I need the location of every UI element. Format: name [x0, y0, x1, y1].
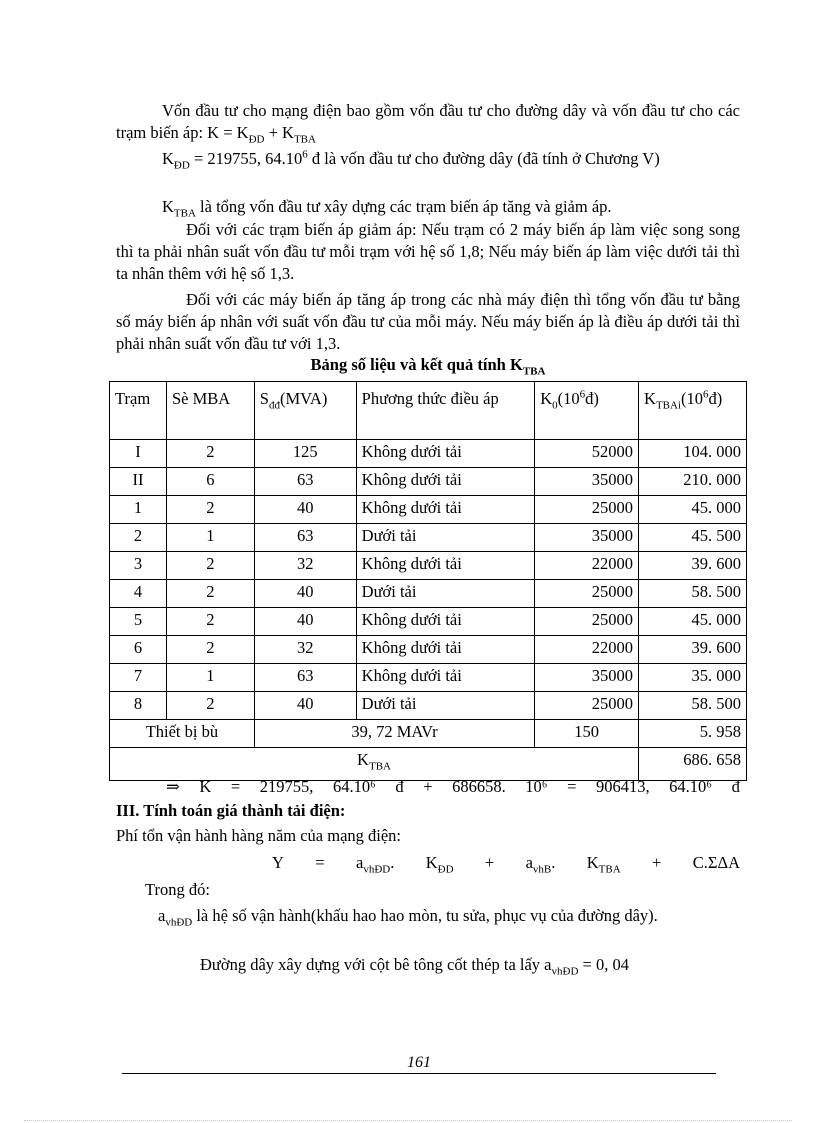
- subscript: ĐD: [248, 133, 265, 146]
- text: đ là vốn đầu tư cho đường dây (đã tính ở Chương V): [307, 149, 660, 168]
- data-table: [109, 381, 747, 781]
- formula-term: [356, 852, 394, 874]
- cell-regulation-method: Không dưới tải: [356, 496, 535, 524]
- where-label: Trong đó:: [145, 880, 210, 899]
- cell-regulation-method: Không dưới tải: [356, 468, 535, 496]
- equation-term: đ: [731, 777, 740, 796]
- cell-regulation-method: Không dưới tải: [356, 664, 535, 692]
- cell-transformer-count: 6: [166, 468, 254, 496]
- cell-rated-power: 40: [254, 580, 356, 608]
- table-header-row: [110, 382, 747, 440]
- subscript: TBA: [173, 207, 196, 220]
- subscript: TBA: [293, 133, 316, 146]
- text: a: [525, 853, 533, 872]
- formula-term: [526, 852, 556, 874]
- cell-regulation-method: Không dưới tải: [356, 636, 535, 664]
- text: K: [425, 853, 438, 872]
- cell-ktbai: 35. 000: [639, 664, 747, 692]
- cell-k0: 22000: [535, 552, 639, 580]
- formula-term: [426, 852, 454, 874]
- table-row: [110, 692, 747, 720]
- formula-term: =: [315, 853, 325, 872]
- cell-station: 5: [110, 608, 167, 636]
- cell-rated-power: 125: [254, 440, 356, 468]
- cell-ktbai: 45. 000: [639, 496, 747, 524]
- text: S: [259, 389, 269, 408]
- table-row: [110, 552, 747, 580]
- text: (MVA): [279, 389, 328, 408]
- cell-ktbai: 58. 500: [639, 580, 747, 608]
- formula-term: [587, 852, 621, 874]
- table-row: [110, 440, 747, 468]
- cell-rated-power: 40: [254, 692, 356, 720]
- definition-paragraph: [116, 905, 740, 927]
- text: a: [355, 853, 364, 872]
- cell-transformer-count: 1: [166, 524, 254, 552]
- cell-k0: 25000: [535, 496, 639, 524]
- result-equation: [166, 776, 740, 798]
- cell-station: 4: [110, 580, 167, 608]
- text: (10: [681, 389, 704, 408]
- paragraph-step-up: Đối với các máy biến áp tăng áp trong các nhà máy điện thì tổng vốn đầu tư bằng số máy biến áp nhân với suất vốn đầu tư của mỗi máy. Nếu máy biến áp là điều áp dưới tải thì phải nhân suất vốn đầu tư với 1,3.: [116, 290, 740, 353]
- subscript: vhB: [532, 863, 552, 876]
- cell-station: 3: [110, 552, 167, 580]
- cell-ktbai: 58. 500: [639, 692, 747, 720]
- cell-station: 6: [110, 636, 167, 664]
- paragraph-ktba: [116, 196, 740, 218]
- paragraph-kdd: [116, 148, 740, 170]
- table-body: [110, 440, 747, 720]
- cell-station: II: [110, 468, 167, 496]
- text: K: [162, 197, 174, 216]
- text: đ): [585, 389, 599, 408]
- header-k0: [535, 382, 639, 440]
- cell-transformer-count: 2: [166, 692, 254, 720]
- text: Đường dây xây dựng với cột bê tông cốt thép ta lấy a: [200, 955, 552, 974]
- compensation-ktba: 5. 958: [639, 720, 747, 748]
- text: đ): [708, 389, 723, 408]
- subscript: ĐD: [437, 863, 454, 876]
- subscript: ĐD: [173, 159, 190, 172]
- text: .: [551, 853, 556, 872]
- equation-term: 906413,: [595, 777, 650, 796]
- formula-term: Y: [272, 853, 284, 872]
- cell-regulation-method: Không dưới tải: [356, 608, 535, 636]
- cell-transformer-count: 2: [166, 608, 254, 636]
- cell-station: 2: [110, 524, 167, 552]
- cell-regulation-method: Không dưới tải: [356, 552, 535, 580]
- equation-term: 64.10⁶: [669, 777, 713, 796]
- text: .: [390, 853, 395, 872]
- header-transformer-count: Sè MBA: [166, 382, 254, 440]
- cell-station: 8: [110, 692, 167, 720]
- page-edge-dotted-line: [24, 1120, 792, 1121]
- caption-text: Bảng số liệu và kết quả tính K: [310, 355, 523, 374]
- cell-transformer-count: 2: [166, 636, 254, 664]
- cell-transformer-count: 2: [166, 580, 254, 608]
- compensation-label: Thiết bị bù: [110, 720, 255, 748]
- cell-k0: 25000: [535, 580, 639, 608]
- equation-term: +: [423, 777, 433, 796]
- cell-ktbai: 39. 600: [639, 636, 747, 664]
- section-heading: III. Tính toán giá thành tải điện:: [116, 801, 346, 820]
- subscript: vhĐD: [363, 863, 391, 876]
- cell-ktbai: 45. 500: [639, 524, 747, 552]
- table-row: [110, 496, 747, 524]
- cell-k0: 25000: [535, 608, 639, 636]
- cell-k0: 35000: [535, 468, 639, 496]
- subscript: 0: [552, 399, 558, 412]
- equation-term: 219755,: [259, 777, 314, 796]
- cell-regulation-method: Dưới tải: [356, 580, 535, 608]
- compensation-value: 39, 72 MAVr: [254, 720, 534, 748]
- cell-rated-power: 63: [254, 468, 356, 496]
- equation-term: 64.10⁶: [332, 777, 376, 796]
- cell-regulation-method: Dưới tải: [356, 524, 535, 552]
- table-row: [110, 608, 747, 636]
- header-rated-power: [254, 382, 356, 440]
- paragraph-step-down: Đối với các trạm biến áp giảm áp: Nếu trạm có 2 máy biến áp làm việc song song thì ta phải nhân suất vốn đầu tư mỗi trạm với hệ số 1,8; Nếu máy biến áp làm việc dưới tải thì ta nhân thêm với hệ số 1,3.: [116, 220, 740, 283]
- implies-symbol: ⇒: [166, 777, 180, 796]
- cell-transformer-count: 2: [166, 440, 254, 468]
- cell-station: I: [110, 440, 167, 468]
- text: = 0, 04: [578, 955, 629, 974]
- total-value: 686. 658: [639, 748, 747, 781]
- subscript: TBA: [598, 863, 621, 876]
- subscript: vhĐD: [551, 965, 579, 978]
- text: K: [540, 389, 553, 408]
- cell-rated-power: 40: [254, 608, 356, 636]
- cell-station: 1: [110, 496, 167, 524]
- cell-regulation-method: Dưới tải: [356, 692, 535, 720]
- formula-term: +: [652, 853, 662, 872]
- equation-term: =: [567, 777, 577, 796]
- page-number: 161: [407, 1054, 431, 1071]
- equation-term: K: [199, 777, 212, 796]
- formula-term: C.ΣΔA: [692, 853, 740, 872]
- subscript: TBA: [522, 365, 546, 378]
- cell-k0: 35000: [535, 524, 639, 552]
- superscript: 6: [703, 388, 709, 401]
- text: K: [162, 149, 174, 168]
- cell-transformer-count: 1: [166, 664, 254, 692]
- header-ktbai: [639, 382, 747, 440]
- header-regulation-method: Phương thức điều áp: [356, 382, 535, 440]
- cell-k0: 52000: [535, 440, 639, 468]
- cell-ktbai: 45. 000: [639, 608, 747, 636]
- cell-regulation-method: Không dưới tải: [356, 440, 535, 468]
- subscript: đđ: [268, 399, 280, 412]
- text: K: [644, 389, 656, 408]
- text: là tổng vốn đầu tư xây dựng các trạm biến áp tăng và giảm áp.: [195, 197, 612, 216]
- equation-term: đ: [395, 777, 404, 796]
- cell-k0: 22000: [535, 636, 639, 664]
- text: K: [586, 853, 599, 872]
- operating-cost-intro: Phí tổn vận hành hàng năm của mạng điện:: [116, 826, 402, 845]
- subscript: TBA: [368, 760, 391, 773]
- table-caption: [110, 354, 746, 376]
- text: + K: [264, 123, 294, 142]
- paragraph-investment-intro: [116, 100, 740, 144]
- operating-cost-formula: [272, 852, 740, 874]
- text: K: [357, 750, 369, 769]
- footer-rule: [122, 1073, 716, 1074]
- text: = 219755, 64.10: [189, 149, 303, 168]
- text: a: [158, 906, 166, 925]
- cell-ktbai: 210. 000: [639, 468, 747, 496]
- table-row: [110, 580, 747, 608]
- equation-term: 686658.: [452, 777, 506, 796]
- subscript: vhĐD: [165, 916, 193, 929]
- equation-term: =: [230, 777, 241, 796]
- compensation-row: [110, 720, 747, 748]
- formula-term: +: [484, 853, 495, 872]
- cell-rated-power: 32: [254, 552, 356, 580]
- superscript: 6: [579, 388, 586, 401]
- table-row: [110, 524, 747, 552]
- cell-rated-power: 32: [254, 636, 356, 664]
- table-row: [110, 636, 747, 664]
- cell-rated-power: 63: [254, 664, 356, 692]
- text: (10: [557, 389, 580, 408]
- cell-ktbai: 104. 000: [639, 440, 747, 468]
- subscript: TBAi: [655, 399, 682, 412]
- text: là hệ số vận hành(khấu hao hao mòn, tu sửa, phục vụ của đường dây).: [192, 906, 658, 925]
- cell-k0: 25000: [535, 692, 639, 720]
- cell-rated-power: 63: [254, 524, 356, 552]
- cell-transformer-count: 2: [166, 552, 254, 580]
- equation-term: 10⁶: [525, 777, 548, 796]
- table-row: [110, 468, 747, 496]
- cell-transformer-count: 2: [166, 496, 254, 524]
- table-row: [110, 664, 747, 692]
- concrete-pole-note: [200, 954, 740, 976]
- cell-ktbai: 39. 600: [639, 552, 747, 580]
- text: Vốn đầu tư cho mạng điện bao gồm vốn đầu tư cho đường dây và vốn đầu tư cho các trạm biến áp: K = K: [116, 101, 740, 142]
- cell-k0: 35000: [535, 664, 639, 692]
- header-station: Trạm: [110, 382, 167, 440]
- cell-rated-power: 40: [254, 496, 356, 524]
- compensation-k0: 150: [535, 720, 639, 748]
- superscript: 6: [302, 148, 308, 161]
- cell-station: 7: [110, 664, 167, 692]
